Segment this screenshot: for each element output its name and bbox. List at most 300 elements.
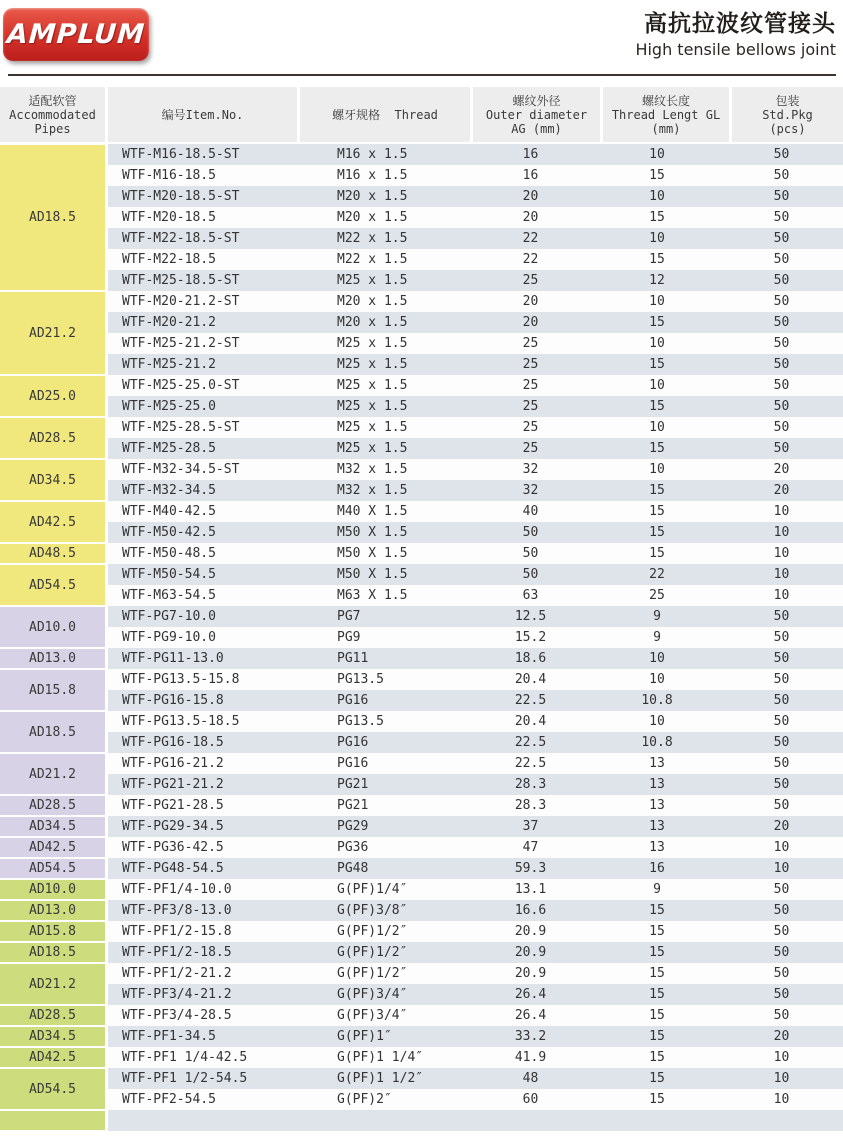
pipe-group-cell: AD48.5 <box>0 543 105 564</box>
packing-cell: 10 <box>773 588 790 603</box>
outer-diameter-cell: 18.6 <box>514 651 547 666</box>
outer-diameter-cell: 60 <box>522 1092 539 1107</box>
thread-length-cell: 15 <box>649 357 665 372</box>
thread-cell: M25 x 1.5 <box>337 336 408 351</box>
outer-diameter-cell: 33.2 <box>514 1029 547 1044</box>
thread-cell: M22 x 1.5 <box>337 252 408 267</box>
table-row <box>108 690 843 711</box>
table-row <box>108 417 843 438</box>
packing-cell: 50 <box>773 777 790 792</box>
pipe-group <box>0 963 843 1005</box>
item-no-cell: WTF-PF1/2-18.5 <box>122 945 232 960</box>
table-row <box>108 186 843 207</box>
pipe-group <box>0 375 843 417</box>
thread-cell: G(PF)1/2″ <box>337 966 408 981</box>
pipe-group <box>0 501 843 543</box>
item-no-cell: WTF-PG16-15.8 <box>122 693 224 708</box>
thread-cell: M32 x 1.5 <box>337 483 408 498</box>
table-row <box>108 375 843 396</box>
table-header-row <box>0 87 843 142</box>
pipe-group-rows <box>108 816 843 837</box>
pipe-group-rows <box>108 417 843 459</box>
pipe-group <box>0 1068 843 1110</box>
thread-length-cell: 15 <box>649 1008 665 1023</box>
thread-length-cell: 9 <box>653 609 661 624</box>
thread-cell: M25 x 1.5 <box>337 420 408 435</box>
table-row <box>108 1005 843 1026</box>
packing-cell: 10 <box>773 525 790 540</box>
pipe-group-rows <box>108 879 843 900</box>
page-title-zh: 高抗拉波纹管接头 <box>644 11 836 37</box>
thread-length-cell: 15 <box>649 441 665 456</box>
outer-diameter-cell: 28.3 <box>514 798 547 813</box>
outer-diameter-cell: 50 <box>522 567 539 582</box>
item-no-cell: WTF-PF1 1/2-54.5 <box>122 1071 248 1086</box>
outer-diameter-cell: 32 <box>522 462 539 477</box>
pipe-group <box>0 816 843 837</box>
pipe-group <box>0 564 843 606</box>
outer-diameter-cell: 25 <box>522 441 539 456</box>
item-no-cell: WTF-PF1/2-15.8 <box>122 924 232 939</box>
item-no-cell: WTF-PF3/4-28.5 <box>122 1008 232 1023</box>
packing-cell: 10 <box>773 504 790 519</box>
header-divider <box>8 74 836 76</box>
outer-diameter-cell: 26.4 <box>514 987 547 1002</box>
thread-cell: PG16 <box>337 735 369 750</box>
packing-cell: 10 <box>773 1050 790 1065</box>
pipe-group <box>0 900 843 921</box>
table-row <box>108 585 843 606</box>
thread-cell: G(PF)1″ <box>337 1029 392 1044</box>
packing-cell: 50 <box>773 609 790 624</box>
item-no-cell: WTF-PG21-21.2 <box>122 777 224 792</box>
table-row <box>108 1068 843 1089</box>
item-no-cell: WTF-PG13.5-18.5 <box>122 714 240 729</box>
table-row <box>108 1089 843 1110</box>
table-row <box>108 879 843 900</box>
table-body <box>0 144 843 1131</box>
pipe-group-cell: AD13.0 <box>0 900 105 921</box>
pipe-group-cell: AD42.5 <box>0 501 105 543</box>
thread-cell: PG13.5 <box>337 714 384 729</box>
item-no-cell: WTF-M22-18.5-ST <box>122 231 240 246</box>
thread-length-cell: 15 <box>649 504 665 519</box>
thread-length-cell: 13 <box>649 777 665 792</box>
outer-diameter-cell: 22.5 <box>514 693 547 708</box>
thread-length-cell: 16 <box>649 861 665 876</box>
pipe-group-cell: AD25.0 <box>0 375 105 417</box>
outer-diameter-cell: 22.5 <box>514 735 547 750</box>
table-row <box>108 627 843 648</box>
packing-cell: 50 <box>773 378 790 393</box>
pipe-group-rows <box>108 1110 843 1131</box>
table-row <box>108 564 843 585</box>
outer-diameter-cell: 22 <box>522 231 539 246</box>
pipe-group <box>0 753 843 795</box>
thread-length-cell: 10.8 <box>641 693 673 708</box>
outer-diameter-cell: 25 <box>522 357 539 372</box>
thread-length-cell: 15 <box>649 210 665 225</box>
packing-cell: 50 <box>773 231 790 246</box>
pipe-group-cell: AD21.2 <box>0 963 105 1005</box>
outer-diameter-cell: 20 <box>522 210 539 225</box>
pipe-group-cell: AD10.0 <box>0 879 105 900</box>
item-no-cell: WTF-M20-21.2 <box>122 315 216 330</box>
table-row <box>108 144 843 165</box>
packing-cell: 50 <box>773 756 790 771</box>
item-no-cell: WTF-M25-25.0-ST <box>122 378 240 393</box>
pipe-group <box>0 291 843 375</box>
thread-cell: G(PF)1/4″ <box>337 882 408 897</box>
packing-cell: 10 <box>773 567 790 582</box>
packing-cell: 50 <box>773 294 790 309</box>
thread-length-cell: 13 <box>649 819 665 834</box>
table-row <box>108 816 843 837</box>
thread-cell: M50 X 1.5 <box>337 567 408 582</box>
item-no-cell: WTF-M40-42.5 <box>122 504 216 519</box>
packing-cell: 50 <box>773 651 790 666</box>
table-row <box>108 501 843 522</box>
outer-diameter-cell: 16.6 <box>514 903 547 918</box>
thread-cell: PG16 <box>337 756 369 771</box>
pipe-group <box>0 144 843 291</box>
outer-diameter-cell: 12.5 <box>514 609 547 624</box>
col-header-outer-diameter: 螺纹外径 Outer diameter AG (mm) <box>473 87 600 142</box>
table-row <box>108 165 843 186</box>
table-row <box>108 207 843 228</box>
outer-diameter-cell: 22.5 <box>514 756 547 771</box>
outer-diameter-cell: 50 <box>522 525 539 540</box>
packing-cell: 50 <box>773 987 790 1002</box>
item-no-cell: WTF-M20-18.5-ST <box>122 189 240 204</box>
pipe-group-rows <box>108 942 843 963</box>
item-no-cell: WTF-PF1-34.5 <box>122 1029 216 1044</box>
pipe-group <box>0 879 843 900</box>
item-no-cell: WTF-M50-54.5 <box>122 567 216 582</box>
item-no-cell: WTF-M16-18.5 <box>122 168 216 183</box>
table-row <box>108 648 843 669</box>
thread-cell: G(PF)1 1/2″ <box>337 1071 424 1086</box>
packing-cell: 20 <box>773 819 790 834</box>
packing-cell: 50 <box>773 798 790 813</box>
thread-cell: G(PF)3/4″ <box>337 987 408 1002</box>
thread-cell: PG7 <box>337 609 361 624</box>
thread-length-cell: 15 <box>649 483 665 498</box>
thread-length-cell: 10 <box>649 336 665 351</box>
item-no-cell: WTF-PF1 1/4-42.5 <box>122 1050 248 1065</box>
thread-cell: M20 x 1.5 <box>337 294 408 309</box>
pipe-group-cell: AD54.5 <box>0 564 105 606</box>
table-row <box>108 732 843 753</box>
pipe-group-rows <box>108 291 843 375</box>
packing-cell: 20 <box>773 462 790 477</box>
thread-cell: G(PF)1/2″ <box>337 924 408 939</box>
thread-length-cell: 10 <box>649 651 665 666</box>
thread-cell: PG11 <box>337 651 369 666</box>
table-row <box>108 270 843 291</box>
packing-cell: 50 <box>773 441 790 456</box>
packing-cell: 50 <box>773 924 790 939</box>
outer-diameter-cell: 40 <box>522 504 539 519</box>
thread-cell: M20 x 1.5 <box>337 315 408 330</box>
thread-cell: PG13.5 <box>337 672 384 687</box>
thread-cell: M20 x 1.5 <box>337 210 408 225</box>
thread-cell: PG16 <box>337 693 369 708</box>
pipe-group-rows <box>108 459 843 501</box>
pipe-group-cell: AD15.8 <box>0 669 105 711</box>
pipe-group-rows <box>108 900 843 921</box>
pipe-group-rows <box>108 564 843 606</box>
thread-length-cell: 15 <box>649 252 665 267</box>
pipe-group-rows <box>108 543 843 564</box>
packing-cell: 50 <box>773 420 790 435</box>
outer-diameter-cell: 25 <box>522 420 539 435</box>
thread-cell: M25 x 1.5 <box>337 441 408 456</box>
thread-cell: G(PF)1/2″ <box>337 945 408 960</box>
pipe-group-rows <box>108 375 843 417</box>
item-no-cell: WTF-M50-48.5 <box>122 546 216 561</box>
outer-diameter-cell: 20.9 <box>514 966 547 981</box>
outer-diameter-cell: 63 <box>522 588 539 603</box>
pipe-group-cell: AD18.5 <box>0 144 105 291</box>
thread-cell: M32 x 1.5 <box>337 462 408 477</box>
table-row <box>108 753 843 774</box>
thread-length-cell: 15 <box>649 525 665 540</box>
pipe-group <box>0 417 843 459</box>
thread-length-cell: 15 <box>649 903 665 918</box>
pipe-group-cell: AD42.5 <box>0 1047 105 1068</box>
outer-diameter-cell: 20.9 <box>514 945 547 960</box>
packing-cell: 50 <box>773 672 790 687</box>
item-no-cell: WTF-PF1/2-21.2 <box>122 966 232 981</box>
thread-cell: PG21 <box>337 798 369 813</box>
logo-text: AMPLUM <box>5 19 147 50</box>
thread-length-cell: 22 <box>649 567 665 582</box>
outer-diameter-cell: 22 <box>522 252 539 267</box>
pipe-group-rows <box>108 1026 843 1047</box>
col-header-thread-length: 螺纹长度 Thread Lengt GL (mm) <box>603 87 729 142</box>
thread-length-cell: 10 <box>649 462 665 477</box>
outer-diameter-cell: 20 <box>522 315 539 330</box>
thread-length-cell: 12 <box>649 273 665 288</box>
outer-diameter-cell: 20.9 <box>514 924 547 939</box>
outer-diameter-cell: 20.4 <box>514 714 547 729</box>
table-row <box>108 606 843 627</box>
thread-length-cell: 15 <box>649 1092 665 1107</box>
packing-cell: 10 <box>773 1071 790 1086</box>
pipe-group <box>0 921 843 942</box>
item-no-cell: WTF-PG36-42.5 <box>122 840 224 855</box>
outer-diameter-cell: 32 <box>522 483 539 498</box>
pipe-group <box>0 669 843 711</box>
packing-cell: 50 <box>773 168 790 183</box>
item-no-cell: WTF-PF2-54.5 <box>122 1092 216 1107</box>
outer-diameter-cell: 15.2 <box>514 630 547 645</box>
thread-cell: G(PF)3/4″ <box>337 1008 408 1023</box>
pipe-group <box>0 543 843 564</box>
outer-diameter-cell: 13.1 <box>514 882 547 897</box>
pipe-group-rows <box>108 837 843 858</box>
pipe-group-cell: AD28.5 <box>0 1005 105 1026</box>
pipe-group-cell: AD28.5 <box>0 417 105 459</box>
packing-cell: 50 <box>773 147 790 162</box>
item-no-cell: WTF-M25-28.5 <box>122 441 216 456</box>
col-header-packing: 包装 Std.Pkg (pcs) <box>732 87 843 142</box>
item-no-cell: WTF-M25-18.5-ST <box>122 273 240 288</box>
pipe-group <box>0 1026 843 1047</box>
pipe-group-cell: AD28.5 <box>0 795 105 816</box>
item-no-cell: WTF-M25-21.2 <box>122 357 216 372</box>
pipe-group-rows <box>108 669 843 711</box>
packing-cell: 50 <box>773 1008 790 1023</box>
item-no-cell: WTF-M32-34.5 <box>122 483 216 498</box>
packing-cell: 50 <box>773 945 790 960</box>
outer-diameter-cell: 37 <box>522 819 539 834</box>
outer-diameter-cell: 48 <box>522 1071 539 1086</box>
item-no-cell: WTF-M16-18.5-ST <box>122 147 240 162</box>
thread-cell: M20 x 1.5 <box>337 189 408 204</box>
thread-length-cell: 15 <box>649 546 665 561</box>
table-row <box>108 480 843 501</box>
pipe-group-cell: AD10.0 <box>0 606 105 648</box>
thread-length-cell: 9 <box>653 630 661 645</box>
pipe-group-rows <box>108 606 843 648</box>
table-row <box>108 963 843 984</box>
thread-cell: M22 x 1.5 <box>337 231 408 246</box>
thread-length-cell: 15 <box>649 168 665 183</box>
item-no-cell: WTF-PG48-54.5 <box>122 861 224 876</box>
item-no-cell: WTF-PG16-21.2 <box>122 756 224 771</box>
pipe-group-cell: AD54.5 <box>0 858 105 879</box>
thread-cell: M63 X 1.5 <box>337 588 408 603</box>
thread-length-cell: 10 <box>649 672 665 687</box>
pipe-group <box>0 459 843 501</box>
thread-cell: M25 x 1.5 <box>337 399 408 414</box>
packing-cell: 10 <box>773 1092 790 1107</box>
thread-length-cell: 15 <box>649 1050 665 1065</box>
col-header-item-no: 编号Item.No. <box>108 87 297 142</box>
table-row <box>108 858 843 879</box>
packing-cell: 50 <box>773 903 790 918</box>
pipe-group <box>0 1110 843 1131</box>
item-no-cell: WTF-PF3/8-13.0 <box>122 903 232 918</box>
thread-length-cell: 13 <box>649 798 665 813</box>
thread-length-cell: 15 <box>649 399 665 414</box>
outer-diameter-cell: 16 <box>522 147 539 162</box>
outer-diameter-cell: 41.9 <box>514 1050 547 1065</box>
thread-length-cell: 15 <box>649 945 665 960</box>
table-row <box>108 543 843 564</box>
table-row <box>108 669 843 690</box>
item-no-cell: WTF-M25-25.0 <box>122 399 216 414</box>
thread-cell: M16 x 1.5 <box>337 147 408 162</box>
page-title-en: High tensile bellows joint <box>635 40 836 59</box>
table-row <box>108 984 843 1005</box>
item-no-cell: WTF-PG13.5-15.8 <box>122 672 240 687</box>
packing-cell: 50 <box>773 189 790 204</box>
pipe-group <box>0 1047 843 1068</box>
outer-diameter-cell: 50 <box>522 546 539 561</box>
item-no-cell: WTF-PG16-18.5 <box>122 735 224 750</box>
table-row <box>108 312 843 333</box>
pipe-group-rows <box>108 795 843 816</box>
col-header-accommodated-pipes: 适配软管 Accommodated Pipes <box>0 87 105 142</box>
thread-length-cell: 9 <box>653 882 661 897</box>
pipe-group-cell: AD34.5 <box>0 816 105 837</box>
item-no-cell: WTF-M50-42.5 <box>122 525 216 540</box>
item-no-cell: WTF-PG11-13.0 <box>122 651 224 666</box>
table-row <box>108 711 843 732</box>
thread-length-cell: 10 <box>649 189 665 204</box>
item-no-cell: WTF-M22-18.5 <box>122 252 216 267</box>
thread-cell: PG21 <box>337 777 369 792</box>
pipe-group-cell: AD34.5 <box>0 459 105 501</box>
packing-cell: 50 <box>773 714 790 729</box>
item-no-cell: WTF-M20-18.5 <box>122 210 216 225</box>
pipe-group-cell: AD42.5 <box>0 837 105 858</box>
table-row <box>108 333 843 354</box>
pipe-group-cell: AD21.2 <box>0 291 105 375</box>
pipe-group-rows <box>108 921 843 942</box>
pipe-group-cell: AD21.2 <box>0 753 105 795</box>
pipe-group <box>0 648 843 669</box>
thread-length-cell: 15 <box>649 987 665 1002</box>
item-no-cell: WTF-M32-34.5-ST <box>122 462 240 477</box>
outer-diameter-cell: 20 <box>522 189 539 204</box>
pipe-group-cell: AD18.5 <box>0 711 105 753</box>
pipe-group <box>0 1005 843 1026</box>
pipe-group-rows <box>108 1005 843 1026</box>
thread-cell: M25 x 1.5 <box>337 273 408 288</box>
thread-cell: M25 x 1.5 <box>337 378 408 393</box>
thread-length-cell: 10 <box>649 714 665 729</box>
thread-length-cell: 15 <box>649 1071 665 1086</box>
item-no-cell: WTF-M25-21.2-ST <box>122 336 240 351</box>
thread-cell: M50 X 1.5 <box>337 546 408 561</box>
outer-diameter-cell: 28.3 <box>514 777 547 792</box>
table-row <box>108 396 843 417</box>
table-row <box>108 522 843 543</box>
pipe-group-cell: AD34.5 <box>0 1026 105 1047</box>
col-header-thread: 螺牙规格 Thread <box>300 87 470 142</box>
item-no-cell: WTF-M25-28.5-ST <box>122 420 240 435</box>
outer-diameter-cell: 26.4 <box>514 1008 547 1023</box>
packing-cell: 50 <box>773 630 790 645</box>
outer-diameter-cell: 59.3 <box>514 861 547 876</box>
thread-cell: G(PF)3/8″ <box>337 903 408 918</box>
table-row <box>108 1026 843 1047</box>
thread-cell: M50 X 1.5 <box>337 525 408 540</box>
packing-cell: 50 <box>773 693 790 708</box>
amplum-logo <box>3 8 149 61</box>
packing-cell: 50 <box>773 210 790 225</box>
thread-cell: PG29 <box>337 819 369 834</box>
packing-cell: 20 <box>773 1029 790 1044</box>
thread-cell: M40 X 1.5 <box>337 504 408 519</box>
thread-cell: G(PF)1 1/4″ <box>337 1050 424 1065</box>
thread-length-cell: 10 <box>649 420 665 435</box>
packing-cell: 50 <box>773 966 790 981</box>
pipe-group-rows <box>108 648 843 669</box>
thread-length-cell: 15 <box>649 1029 665 1044</box>
pipe-group-cell: AD18.5 <box>0 942 105 963</box>
packing-cell: 50 <box>773 315 790 330</box>
table-row <box>108 795 843 816</box>
table-row <box>108 354 843 375</box>
table-row <box>108 1110 843 1131</box>
thread-length-cell: 13 <box>649 756 665 771</box>
item-no-cell: WTF-PF1/4-10.0 <box>122 882 232 897</box>
